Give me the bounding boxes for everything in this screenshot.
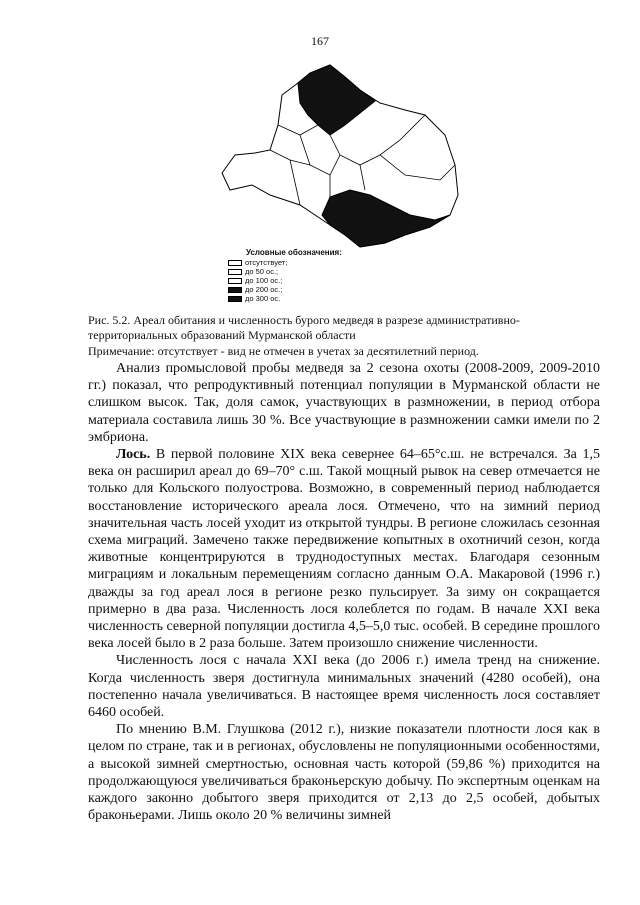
- legend-item: отсутствует;: [228, 258, 388, 267]
- paragraph: Численность лося с начала XXI века (до 2006 г.) имела тренд на снижение. Когда численность зверя достигнула минимальных значений (4280 особей), она постепенно начала увеличиваться. В настоящее время численность лося составляет 6460 особей.: [88, 653, 600, 721]
- legend-item: до 200 ос.;: [228, 285, 388, 294]
- figure-caption: Рис. 5.2. Ареал обитания и численность бурого медведя в разрезе административно-территориальных образований Мурманской области: [88, 313, 520, 342]
- legend-title: Условные обозначения:: [246, 248, 342, 257]
- paragraph: Анализ промысловой пробы медведя за 2 сезона охоты (2008-2009, 2009-2010 гг.) показал, что репродуктивный потенциал популяции в Мурманской области не слишком высок. Так, доля самок, участвующих в размножении, в период отбора материала составила лишь 30 %. Все участвующие в размножении самки имели по 2 эмбриона.: [88, 361, 600, 445]
- body-text: [88, 360, 600, 824]
- figure-note: Примечание: отсутствует - вид не отмечен в учетах за десятилетний период.: [88, 344, 479, 358]
- legend-swatch: [228, 278, 242, 284]
- legend-swatch: [228, 260, 242, 266]
- paragraph: Лось. В первой половине XIX века севернее 64–65°с.ш. не встречался. За 1,5 века он расширил ареал до 69–70° с.ш. Такой мощный рывок на север отмечается не только для Кольского полуострова. Возможно, в современный период наблюдается восстановление исторического ареала лося. Отмечено, что на зимний период значительная часть лосей уходит из открытой тундры. В регионе сложилась сезонная схема миграций. Замечено также передвижение копытных в охотничий сезон, когда животные концентрируются в труднодоступных местах. Благодаря сезонным миграциям и локальным перемещениям согласно данным О.А. Макаровой (1996 г.) дважды за год ареал лося в регионе резко пульсирует. За зиму он сокращается примерно в два раза. Численность лося колеблется по годам. В начале XXI века численность северной популяции достигла 4,5–5,0 тыс. особей. В середине прошлого века лосей было в 2 раза больше. Затем произошло снижение численности.: [88, 447, 600, 652]
- legend-item: до 100 ос.;: [228, 276, 388, 285]
- paragraph-lead: Лось.: [116, 447, 151, 463]
- paragraph: По мнению В.М. Глушкова (2012 г.), низкие показатели плотности лося как в целом по стране, так и в регионах, обусловлены не популяционными особенностями, а высокой зимней смертностью, основная часть которой (59,86 %) приходится на продолжающуюся увеличиваться браконьерскую добычу. По экспертным оценкам на каждого законно добытого зверя приходится от 2,13 до 2,5 особей, добытых браконьерами. Лишь около 20 % величины зимней: [88, 722, 600, 824]
- legend-swatch: [228, 287, 242, 293]
- legend-swatch: [228, 296, 242, 302]
- map-legend: [228, 248, 388, 303]
- legend-swatch: [228, 269, 242, 275]
- legend-item: до 300 ос.: [228, 294, 388, 303]
- legend-item: до 50 ос.;: [228, 267, 388, 276]
- page-number: 167: [311, 34, 329, 48]
- murmansk-region-map-figure: [210, 55, 470, 265]
- region-map: [210, 55, 470, 265]
